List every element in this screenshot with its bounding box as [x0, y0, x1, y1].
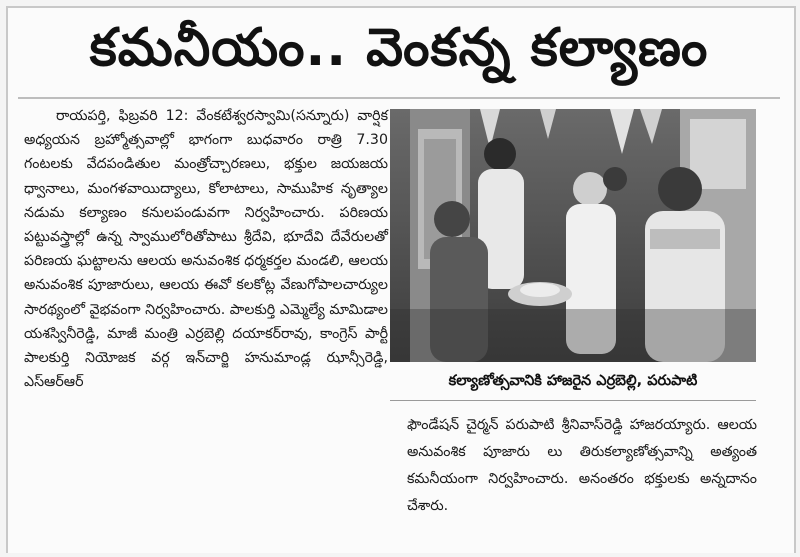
headline-divider: [18, 97, 780, 99]
article-paragraph-continued: ఫౌండేషన్ చైర్మన్ పరుపాటి శ్రీనివాస్‌రెడ్డి హాజరయ్యారు. ఆలయ అనువంశిక పూజారు లు తిరుకల్యాణోత్సవాన్ని అత్యంత కమనీయంగా నిర్వహించారు. అనంతరం భక్తులకు అన్నదానం చేశారు.: [407, 417, 757, 514]
temple-ceremony-photo: [390, 109, 756, 362]
news-photo: [390, 109, 756, 362]
photo-caption: కల్యాణోత్సవానికి హాజరైన ఎర్రబెల్లి, పరుపాటి: [390, 366, 756, 401]
article-body-column-right: [407, 412, 757, 520]
article-paragraph: రాయపర్తి, ఫిబ్రవరి 12: వేంకటేశ్వరస్వామి(సన్నూరు) వార్షిక అధ్యయన బ్రహ్మోత్సవాల్లో భాగంగా బుధవారం రాత్రి 7.30 గంటలకు వేదపండితుల మంత్రోచ్చారణలు, భక్తుల జయజయ ధ్వానాలు, మంగళవాయిద్యాలు, కోలాటాలు, సాముహిక నృత్యాల నడుమ కల్యాణం కనులపండువగా నిర్వహించారు. పరిణయ పట్టువస్త్రాల్లో ఉన్న స్వాములోరితోపాటు శ్రీదేవి, భూదేవి దేవేరులతో పరిణయ ఘట్టాలను ఆలయ అనువంశిక ధర్మకర్తల మండలి, ఆలయ అనువంశిక పూజారులు, ఆలయ ఈవో కలకోట్ల వేణుగోపాలచార్యుల సారథ్యంలో వైభవంగా నిర్వహించారు. పాలకుర్తి ఎమ్మెల్యే మామిడాల యశస్వినీరెడ్డి, మాజీ మంత్రి ఎర్రబెల్లి దయాకర్‌రావు, కాంగ్రెస్ పార్టీ పాలకుర్తి నియోజక వర్గ ఇన్‌చార్జి హనుమాండ్ల ఝాన్సీరెడ్డి, ఎస్ఆర్ఆర్: [24, 108, 388, 391]
headline: కమనీయం.. వెంకన్న కల్యాణం: [89, 17, 709, 78]
article-body-column-left: [24, 104, 388, 394]
